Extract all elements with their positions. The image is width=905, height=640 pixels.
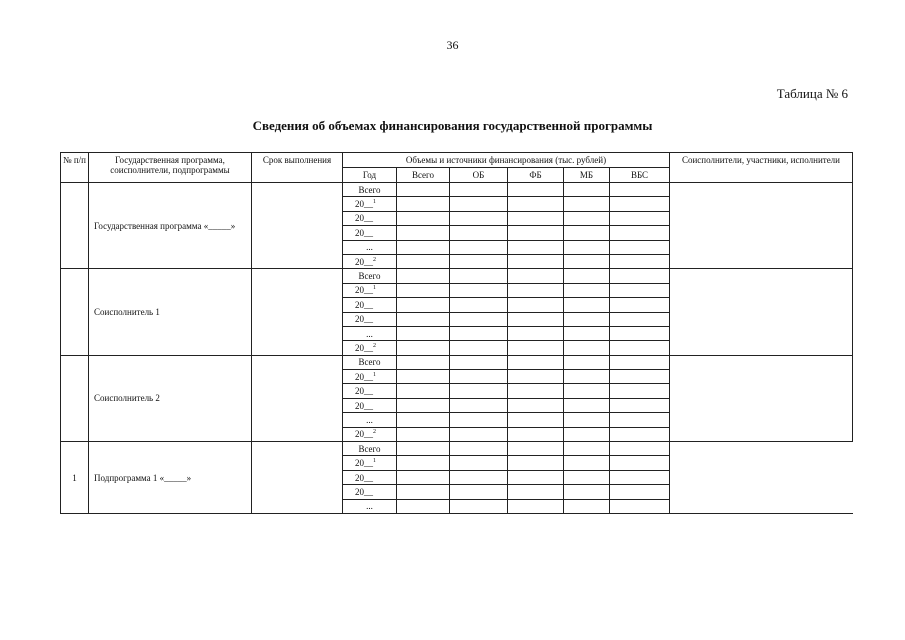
value-cell bbox=[564, 442, 610, 456]
value-cell bbox=[610, 240, 670, 254]
value-cell bbox=[397, 326, 450, 340]
value-cell bbox=[397, 183, 450, 197]
year-label: 20__ bbox=[355, 342, 373, 353]
value-cell bbox=[508, 499, 564, 513]
value-cell bbox=[610, 384, 670, 398]
year-label: 20__ bbox=[355, 314, 373, 325]
section-term-cell bbox=[252, 442, 343, 514]
value-cell bbox=[397, 298, 450, 312]
header-year: Год bbox=[343, 168, 397, 183]
value-cell bbox=[397, 456, 450, 470]
header-fb: ФБ bbox=[508, 168, 564, 183]
year-label: 20__ bbox=[355, 371, 373, 382]
value-cell bbox=[564, 226, 610, 240]
year-label: 20__ bbox=[355, 285, 373, 296]
value-cell bbox=[450, 298, 508, 312]
year-cell bbox=[343, 355, 397, 369]
section-number bbox=[61, 355, 89, 441]
value-cell bbox=[564, 384, 610, 398]
value-cell bbox=[450, 312, 508, 326]
year-cell bbox=[343, 312, 397, 326]
value-cell bbox=[450, 370, 508, 384]
year-cell bbox=[343, 226, 397, 240]
header-num: № п/п bbox=[61, 153, 89, 183]
value-cell bbox=[564, 254, 610, 268]
year-label: Всего bbox=[358, 184, 381, 195]
value-cell bbox=[397, 370, 450, 384]
executors-cell bbox=[670, 442, 853, 514]
value-cell bbox=[564, 326, 610, 340]
value-cell bbox=[397, 341, 450, 355]
header-total: Всего bbox=[397, 168, 450, 183]
value-cell bbox=[564, 485, 610, 499]
value-cell bbox=[397, 197, 450, 211]
year-label: 20__ bbox=[355, 256, 373, 267]
value-cell bbox=[450, 197, 508, 211]
value-cell bbox=[397, 355, 450, 369]
footnote-mark: 1 bbox=[373, 199, 376, 206]
value-cell bbox=[564, 183, 610, 197]
value-cell bbox=[564, 283, 610, 297]
section-number bbox=[61, 269, 89, 355]
year-cell bbox=[343, 283, 397, 297]
value-cell bbox=[450, 254, 508, 268]
value-cell bbox=[564, 370, 610, 384]
value-cell bbox=[397, 384, 450, 398]
year-label: Всего bbox=[358, 357, 381, 368]
value-cell bbox=[397, 427, 450, 441]
year-cell bbox=[343, 326, 397, 340]
document-title: Сведения об объемах финансирования государственной программы bbox=[252, 118, 653, 133]
value-cell bbox=[450, 470, 508, 484]
value-cell bbox=[397, 226, 450, 240]
value-cell bbox=[450, 211, 508, 225]
value-cell bbox=[450, 240, 508, 254]
value-cell bbox=[450, 398, 508, 412]
footnote-mark: 2 bbox=[373, 429, 376, 436]
year-cell bbox=[343, 470, 397, 484]
value-cell bbox=[610, 413, 670, 427]
value-cell bbox=[450, 456, 508, 470]
footnote-mark: 1 bbox=[373, 458, 376, 465]
value-cell bbox=[610, 355, 670, 369]
value-cell bbox=[397, 442, 450, 456]
section-name: Соисполнитель 1 bbox=[89, 269, 252, 355]
year-cell bbox=[343, 341, 397, 355]
value-cell bbox=[564, 499, 610, 513]
value-cell bbox=[450, 269, 508, 283]
year-cell bbox=[343, 183, 397, 197]
value-cell bbox=[450, 183, 508, 197]
year-cell bbox=[343, 485, 397, 499]
value-cell bbox=[610, 485, 670, 499]
value-cell bbox=[508, 312, 564, 326]
value-cell bbox=[564, 427, 610, 441]
year-cell bbox=[343, 456, 397, 470]
value-cell bbox=[610, 427, 670, 441]
value-cell bbox=[450, 499, 508, 513]
page-number: 36 bbox=[446, 38, 459, 52]
year-cell bbox=[343, 269, 397, 283]
year-label: 20__ bbox=[355, 472, 373, 483]
value-cell bbox=[397, 312, 450, 326]
section-term-cell bbox=[252, 269, 343, 355]
value-cell bbox=[508, 355, 564, 369]
value-cell bbox=[564, 341, 610, 355]
value-cell bbox=[610, 298, 670, 312]
value-cell bbox=[450, 413, 508, 427]
footnote-mark: 1 bbox=[373, 285, 376, 292]
value-cell bbox=[397, 499, 450, 513]
section-number bbox=[61, 183, 89, 269]
year-label: ... bbox=[366, 242, 373, 253]
value-cell bbox=[564, 298, 610, 312]
header-funding: Объемы и источники финансирования (тыс. рублей) bbox=[343, 153, 670, 168]
value-cell bbox=[450, 384, 508, 398]
value-cell bbox=[508, 470, 564, 484]
section-name: Государственная программа «_____» bbox=[89, 183, 252, 269]
value-cell bbox=[450, 427, 508, 441]
year-label: 20__ bbox=[355, 458, 373, 469]
year-cell bbox=[343, 499, 397, 513]
value-cell bbox=[610, 269, 670, 283]
value-cell bbox=[508, 298, 564, 312]
value-cell bbox=[450, 226, 508, 240]
year-label: 20__ bbox=[355, 199, 373, 210]
table-label: Таблица № 6 bbox=[776, 86, 848, 101]
executors-cell bbox=[670, 355, 853, 441]
value-cell bbox=[508, 240, 564, 254]
year-cell bbox=[343, 254, 397, 268]
footnote-mark: 2 bbox=[373, 342, 376, 349]
value-cell bbox=[508, 427, 564, 441]
value-cell bbox=[564, 197, 610, 211]
value-cell bbox=[508, 413, 564, 427]
header-vbs: ВБС bbox=[610, 168, 670, 183]
value-cell bbox=[508, 341, 564, 355]
value-cell bbox=[397, 413, 450, 427]
footnote-mark: 2 bbox=[373, 256, 376, 263]
value-cell bbox=[610, 326, 670, 340]
value-cell bbox=[397, 211, 450, 225]
value-cell bbox=[564, 355, 610, 369]
value-cell bbox=[508, 226, 564, 240]
value-cell bbox=[508, 197, 564, 211]
value-cell bbox=[450, 326, 508, 340]
header-ob: ОБ bbox=[450, 168, 508, 183]
value-cell bbox=[508, 456, 564, 470]
value-cell bbox=[397, 269, 450, 283]
value-cell bbox=[610, 226, 670, 240]
value-cell bbox=[397, 485, 450, 499]
table-row bbox=[61, 355, 853, 369]
value-cell bbox=[610, 254, 670, 268]
value-cell bbox=[450, 283, 508, 297]
value-cell bbox=[397, 470, 450, 484]
year-label: ... bbox=[366, 414, 373, 425]
year-label: 20__ bbox=[355, 400, 373, 411]
table-row bbox=[61, 269, 853, 283]
section-term-cell bbox=[252, 355, 343, 441]
funding-table bbox=[60, 152, 853, 514]
year-label: 20__ bbox=[355, 213, 373, 224]
year-cell bbox=[343, 197, 397, 211]
value-cell bbox=[610, 442, 670, 456]
value-cell bbox=[564, 211, 610, 225]
header-term: Срок выполнения bbox=[252, 153, 343, 183]
value-cell bbox=[508, 211, 564, 225]
table-row bbox=[61, 183, 853, 197]
value-cell bbox=[508, 384, 564, 398]
year-label: ... bbox=[366, 328, 373, 339]
section-term-cell bbox=[252, 183, 343, 269]
year-cell bbox=[343, 442, 397, 456]
year-label: Всего bbox=[358, 271, 381, 282]
value-cell bbox=[450, 485, 508, 499]
header-program: Государственная программа, соисполнители, подпрограммы bbox=[89, 153, 252, 183]
table-header bbox=[61, 153, 853, 183]
value-cell bbox=[564, 240, 610, 254]
year-cell bbox=[343, 370, 397, 384]
value-cell bbox=[564, 413, 610, 427]
year-label: 20__ bbox=[355, 299, 373, 310]
year-cell bbox=[343, 384, 397, 398]
value-cell bbox=[564, 456, 610, 470]
year-label: 20__ bbox=[355, 429, 373, 440]
value-cell bbox=[450, 341, 508, 355]
year-label: 20__ bbox=[355, 486, 373, 497]
footnote-mark: 1 bbox=[373, 371, 376, 378]
year-label: ... bbox=[366, 501, 373, 512]
value-cell bbox=[450, 442, 508, 456]
value-cell bbox=[610, 197, 670, 211]
value-cell bbox=[564, 398, 610, 412]
value-cell bbox=[564, 269, 610, 283]
value-cell bbox=[508, 269, 564, 283]
value-cell bbox=[610, 398, 670, 412]
value-cell bbox=[610, 370, 670, 384]
section-name: Соисполнитель 2 bbox=[89, 355, 252, 441]
value-cell bbox=[397, 283, 450, 297]
value-cell bbox=[508, 326, 564, 340]
value-cell bbox=[508, 283, 564, 297]
year-label: 20__ bbox=[355, 227, 373, 238]
value-cell bbox=[508, 442, 564, 456]
header-mb: МБ bbox=[564, 168, 610, 183]
value-cell bbox=[610, 211, 670, 225]
value-cell bbox=[610, 499, 670, 513]
year-label: 20__ bbox=[355, 386, 373, 397]
value-cell bbox=[397, 240, 450, 254]
table-body bbox=[61, 183, 853, 514]
year-cell bbox=[343, 298, 397, 312]
value-cell bbox=[610, 183, 670, 197]
section-number: 1 bbox=[61, 442, 89, 514]
value-cell bbox=[564, 312, 610, 326]
value-cell bbox=[610, 456, 670, 470]
value-cell bbox=[508, 398, 564, 412]
year-cell bbox=[343, 211, 397, 225]
value-cell bbox=[610, 312, 670, 326]
value-cell bbox=[508, 183, 564, 197]
value-cell bbox=[397, 254, 450, 268]
value-cell bbox=[450, 355, 508, 369]
value-cell bbox=[508, 485, 564, 499]
value-cell bbox=[564, 470, 610, 484]
year-cell bbox=[343, 427, 397, 441]
value-cell bbox=[610, 470, 670, 484]
table-row bbox=[61, 442, 853, 456]
year-cell bbox=[343, 240, 397, 254]
year-cell bbox=[343, 398, 397, 412]
executors-cell bbox=[670, 269, 853, 355]
value-cell bbox=[508, 254, 564, 268]
value-cell bbox=[508, 370, 564, 384]
value-cell bbox=[610, 283, 670, 297]
section-name: Подпрограмма 1 «_____» bbox=[89, 442, 252, 514]
header-executors: Соисполнители, участники, исполнители bbox=[670, 153, 853, 183]
executors-cell bbox=[670, 183, 853, 269]
year-cell bbox=[343, 413, 397, 427]
year-label: Всего bbox=[358, 443, 381, 454]
value-cell bbox=[397, 398, 450, 412]
value-cell bbox=[610, 341, 670, 355]
